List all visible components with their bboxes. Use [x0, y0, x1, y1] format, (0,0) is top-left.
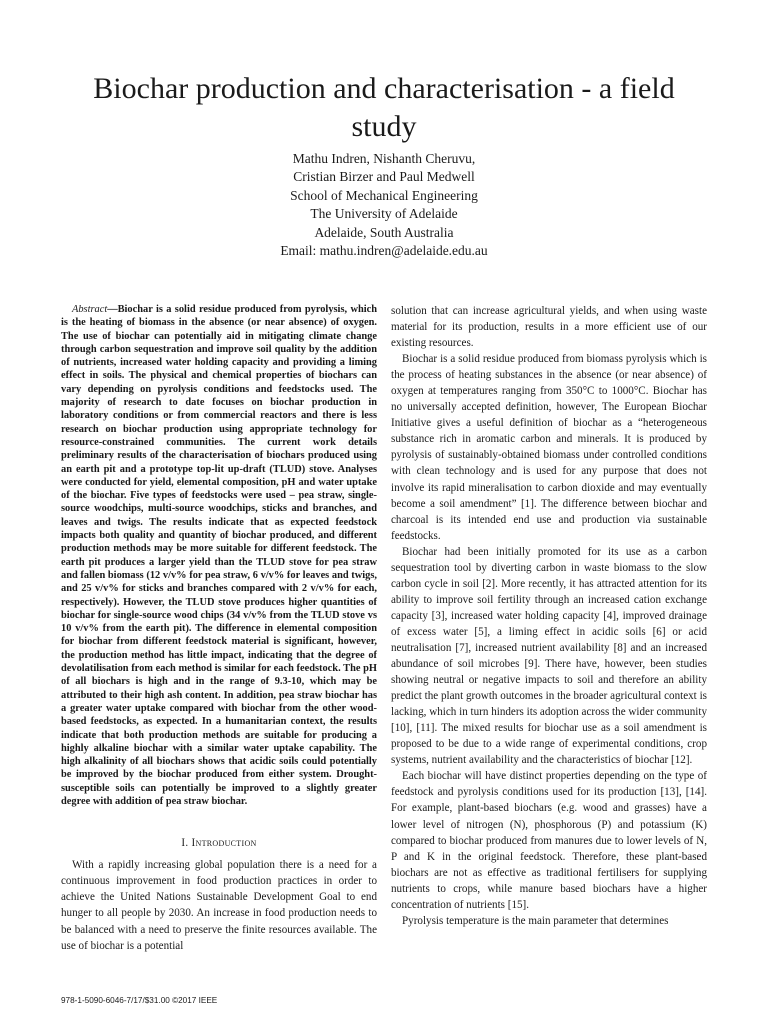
- left-column: [61, 303, 377, 954]
- body-paragraph: solution that can increase agricultural yields, and when using waste material for its production, results in a more efficient use of our existing resources.: [391, 305, 707, 350]
- author-line: Cristian Birzer and Paul Medwell: [293, 169, 475, 185]
- paper-title: Biochar production and characterisation - a field study: [93, 72, 675, 143]
- affiliation-line: Adelaide, South Australia: [314, 224, 454, 240]
- author-email: Email: mathu.indren@adelaide.edu.au: [280, 243, 488, 259]
- body-paragraph: Each biochar will have distinct properties depending on the type of feedstock and pyrolysis conditions used for its production [13], [14]. For example, plant-based biochars (e.g. wood and grasses) have a lower level of nitrogen (N), phosphorous (P) and potassium (K) compared to biochar produced from manures due to lower levels of N, P and K in the original feedstock. Therefore, these plant-based biochars are not as effective as traditional fertilisers for supplying nutrients to crops, while manure based biochars have a higher concentration of nutrients [15].: [391, 770, 707, 911]
- affiliation-line: School of Mechanical Engineering: [290, 187, 478, 203]
- author-block: [184, 150, 584, 260]
- section-heading: [61, 835, 377, 851]
- section-title: Introduction: [191, 837, 257, 850]
- body-paragraph: Biochar had been initially promoted for its use as a carbon sequestration tool by diverting carbon in waste biomass to the slow carbon cycle in soil [2]. More recently, it has attracted attention for its ability to improve soil fertility through an increased cation exchange capacity [3], increased water holding capacity [4], improved drainage of excess water [5], a liming effect in acidic soils [6] or acid neutralisation [7], increased nutrient availability [8] and an increased abundance of soil microbes [9]. There have, however, been studies showing neutral or negative impacts to soil and therefore an ability predict the plant growth outcomes in the broader agricultural context is lacking, which in turn hinders its adoption across the wider community [10], [11]. The mixed results for biochar use as a soil amendment is proposed to be due to a wide range of experimental conditions, crop systems, nutrient availability and the characteristics of biochar [12].: [391, 545, 707, 767]
- abstract-lead: Abstract: [72, 304, 108, 315]
- section-number: I.: [181, 837, 189, 850]
- copyright-footer: 978-1-5090-6046-7/17/$31.00 ©2017 IEEE: [61, 996, 218, 1005]
- body-paragraph: Pyrolysis temperature is the main parameter that determines: [402, 914, 669, 927]
- abstract: [61, 303, 377, 808]
- author-line: Mathu Indren, Nishanth Cheruvu,: [292, 151, 476, 166]
- abstract-text: —Biochar is a solid residue produced from pyrolysis, which is the heating of biomass in the absence (or near absence) of oxygen. The use of biochar can potentially aid in mitigating climate change through carbon sequestration and improve soil quality by the addition of nutrients, increased water holding capacity and providing a liming effect in soils. The physical and chemical properties of biochars can vary depending on pyrolysis conditions and feedstocks used. The majority of research to date focuses on biochar production in laboratory conditions or from commercial reactors and there is less research on biochar production using appropriate technology for resource-constrained communities. The current work details preliminary results of the characterisation of biochars produced using an earth pit and a prototype top-lit up-draft (TLUD) stove. Analyses were conducted for yield, elemental composition, pH and water uptake of the biochar. Five types of feedstocks were used – pea straw, single-source woodchips, multi-source woodchips, sticks and branches, and leaves and twigs. The results indicate that as expected feedstock impacts both quality and quantity of biochar produced, and different production methods may be more suitable for different feedstock. The earth pit produces a larger yield than the TLUD stove for pea straw and fallen biomass (12 v/v% for pea straw, 6 v/v% for leaves and twigs, and 25 v/v% for sticks and branches compared with 2 v/v% for each, respectively). However, the TLUD stove produces higher quantities of biochar for single-source wood chips (34 v/v% from the TLUD stove vs 10 v/v% from the earth pit). The difference in elemental composition for biochar from different feedstock material is significant, however, the production method has little impact, indicating that the degree of devolatilisation from each method is similar for each feedstock. The pH of all biochars is high and in the range of 9.3-10, which may be attributed to their high ash content. In addition, pea straw biochar has a greater water uptake compared with biochar from the other wood-based feedstocks, as expected. In a humanitarian context, the results indicate that both production methods are suitable for producing a highly alkaline biochar with a similar water uptake capability. The high alkalinity of all biochars shows that acidic soils could potentially be improved by the biochar produced from either system. Drought-susceptible soils can potentially be improved to a slightly greater degree with addition of pea straw biochar.: [61, 304, 377, 807]
- right-column: [391, 303, 707, 929]
- affiliation-line: The University of Adelaide: [310, 206, 458, 222]
- body-paragraph: With a rapidly increasing global population there is a need for a continuous improvement in food production practices in order to achieve the United Nations Sustainable Development Goal to end hunger to all people by 2030. An increase in food production needs to be balanced with a need to preserve the finite resources available. The use of biochar is a potential: [61, 859, 377, 952]
- body-paragraph: Biochar is a solid residue produced from biomass pyrolysis which is the process of heating substances in the absence (or near absence) of oxygen at temperatures ranging from 350°C to 1000°C. Biochar has no universally accepted definition, however, The European Biochar Initiative gives a useful definition of biochar as a “heterogeneous substance rich in aromatic carbon and minerals. It is produced by pyrolysis of sustainably-obtained biomass under controlled conditions with clean technology and is used for any purpose that does not involve its rapid mineralisation to carbon dioxide and may eventually become a soil amendment” [1]. The difference between biochar and charcoal is its intended end use and production via sustainable feedstocks.: [391, 353, 707, 542]
